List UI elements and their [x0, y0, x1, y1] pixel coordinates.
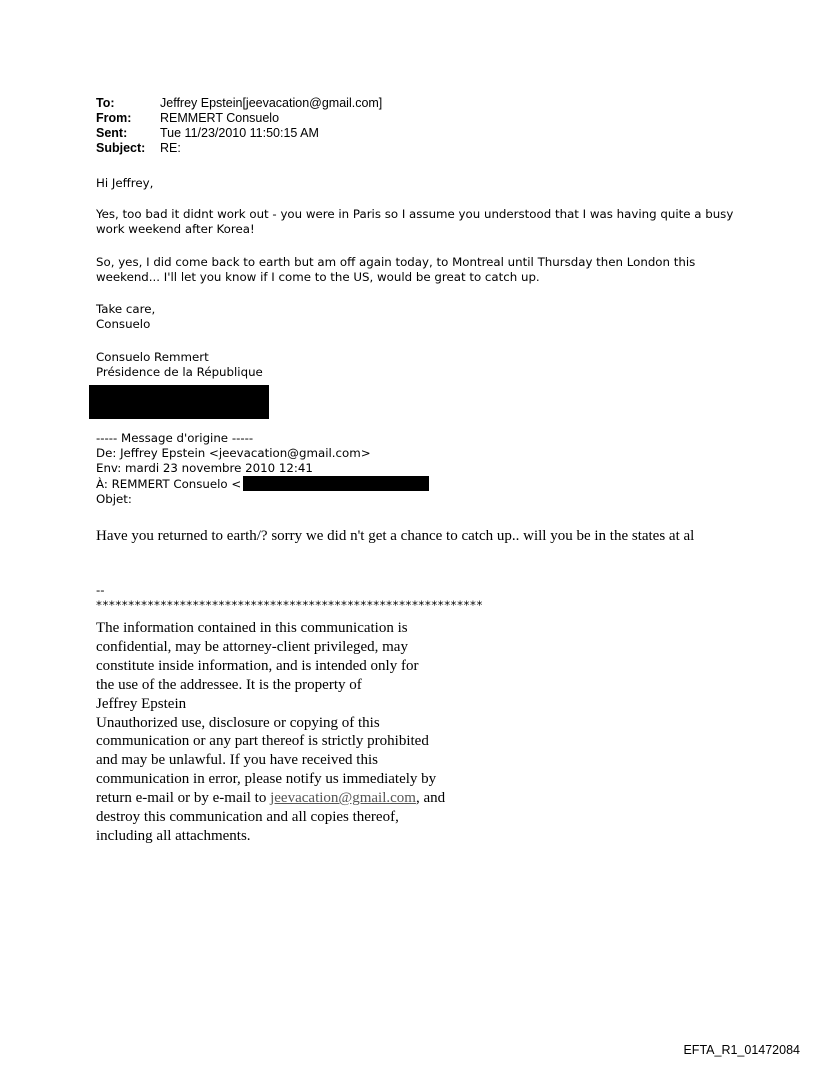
signature-dash: -- — [96, 583, 105, 597]
asterisk-divider: ************************************************************ — [96, 598, 483, 612]
email-link[interactable]: jeevacation@gmail.com — [270, 790, 416, 807]
confidentiality-disclaimer — [96, 619, 516, 846]
disclaimer-line: communication in error, please notify us immediately by — [96, 771, 437, 788]
document-id: EFTA_R1_01472084 — [683, 1043, 800, 1057]
reply-paragraph-1: Yes, too bad it didnt work out - you were in Paris so I assume you understood that I was having quite a busy work weekend after Korea! — [96, 207, 734, 236]
disclaimer-line: the use of the addressee. It is the property of — [96, 676, 362, 693]
signature-org: Présidence de la République — [96, 365, 263, 379]
to-label: To: — [96, 96, 115, 110]
disclaimer-line: destroy this communication and all copies thereof, — [96, 809, 399, 826]
disclaimer-line-pre: return e-mail or by e-mail to — [96, 790, 271, 807]
closing-line-1: Take care, — [96, 302, 156, 316]
from-value: REMMERT Consuelo — [160, 111, 280, 125]
subject-label: Subject: — [96, 141, 146, 155]
from-label: From: — [96, 111, 132, 125]
original-to-text: À: REMMERT Consuelo < — [96, 477, 242, 491]
closing — [96, 302, 155, 332]
disclaimer-line: Unauthorized use, disclosure or copying of this — [96, 714, 380, 731]
email-header — [96, 96, 382, 156]
original-from: De: Jeffrey Epstein <jeevacation@gmail.com> — [96, 446, 371, 460]
disclaimer-line: Jeffrey Epstein — [96, 695, 187, 712]
reply-paragraph-2: So, yes, I did come back to earth but am off again today, to Montreal until Thursday then London this weekend... I'll let you know if I come to the US, would be great to catch up. — [96, 255, 696, 284]
sent-row — [96, 126, 382, 141]
greeting: Hi Jeffrey, — [96, 176, 154, 190]
closing-line-2: Consuelo — [96, 317, 151, 331]
disclaimer-line: including all attachments. — [96, 827, 251, 844]
signature-name: Consuelo Remmert — [96, 350, 209, 364]
subject-row — [96, 141, 382, 156]
disclaimer-line: The information contained in this communication is — [96, 620, 408, 636]
original-message-body: Have you returned to earth/? sorry we did n't get a chance to catch up.. will you be in the states at al — [96, 528, 695, 544]
disclaimer-line: constitute inside information, and is intended only for — [96, 657, 419, 674]
to-value: Jeffrey Epstein[jeevacation@gmail.com] — [160, 96, 383, 110]
sent-label: Sent: — [96, 126, 128, 140]
disclaimer-line-post: , and — [415, 790, 446, 807]
original-subject: Objet: — [96, 492, 132, 506]
original-sent: Env: mardi 23 novembre 2010 12:41 — [96, 461, 313, 475]
disclaimer-line-with-link — [96, 789, 516, 808]
disclaimer-line: communication or any part thereof is strictly prohibited — [96, 733, 429, 750]
sent-value: Tue 11/23/2010 11:50:15 AM — [160, 126, 319, 140]
signature — [96, 350, 263, 380]
disclaimer-line: and may be unlawful. If you have received this — [96, 752, 378, 769]
redaction-inline — [243, 476, 429, 491]
original-to — [96, 476, 429, 492]
from-row — [96, 111, 382, 126]
original-message-header — [96, 431, 429, 507]
to-row — [96, 96, 382, 111]
original-separator: ----- Message d'origine ----- — [96, 431, 254, 445]
redaction-block — [89, 385, 269, 419]
disclaimer-line: confidential, may be attorney-client privileged, may — [96, 638, 408, 655]
subject-value: RE: — [160, 141, 181, 155]
